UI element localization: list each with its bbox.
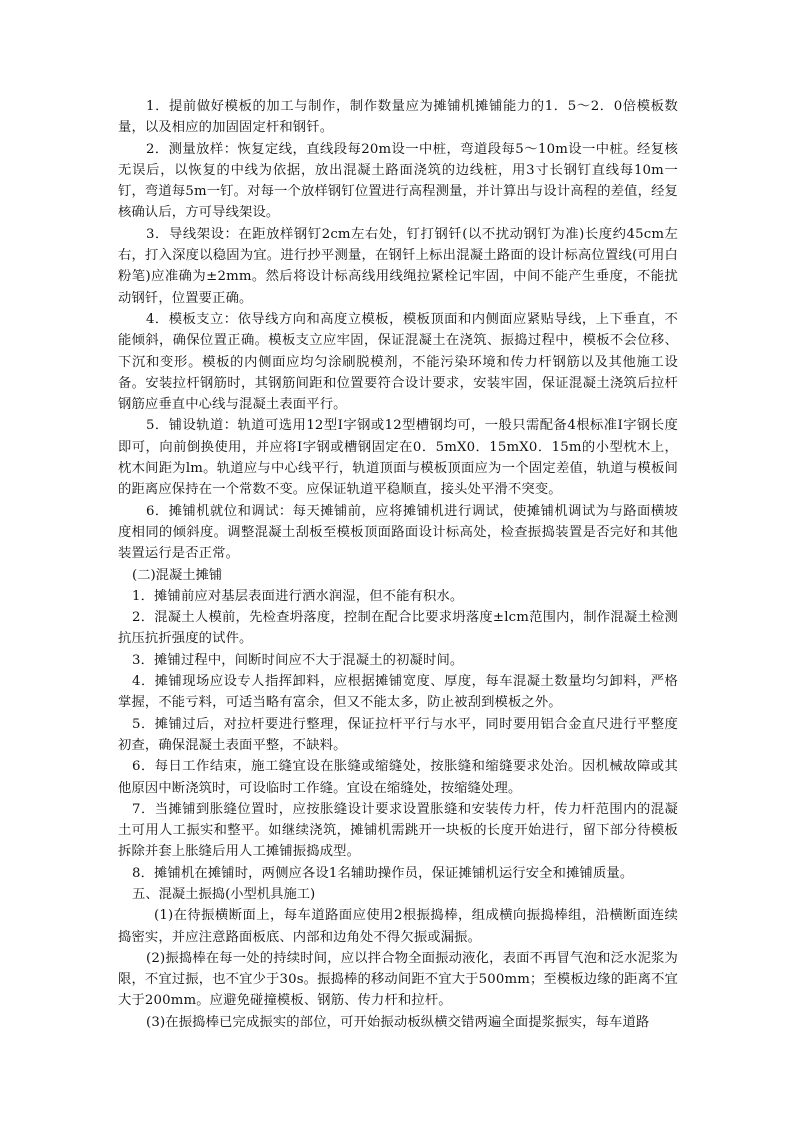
paragraph-paving-item-7: 7．当摊铺到胀缝位置时，应按胀缝设计要求设置胀缝和安装传力杆，传力杆范围内的混凝土可用人工振实和整平。如继续浇筑，摊铺机需跳开一块板的长度开始进行，留下部分待模板拆除并套上胀缝后用人工摊铺振捣成型。 <box>118 801 678 860</box>
paragraph-paver-positioning: 6．摊铺机就位和调试：每天摊铺前，应将摊铺机进行调试，使摊铺机调试为与路面横坡度相同的倾斜度。调整混凝土刮板至模板顶面路面设计标高处，检查振捣装置是否完好和其他装置运行是否正常。 <box>118 503 678 562</box>
document-page <box>118 96 678 1033</box>
paragraph-vibration-item-2: (2)振捣棒在每一处的持续时间，应以拌合物全面振动液化，表面不再冒气泡和泛水泥浆为限，不宜过振，也不宜少于30s。振捣棒的移动间距不宜大于500mm；至模板边缘的距离不宜大于200mm。应避免碰撞模板、钢筋、传力杆和拉杆。 <box>118 950 678 1009</box>
paragraph-paving-item-4: 4．摊铺现场应设专人指挥卸料，应根据摊铺宽度、厚度，每车混凝土数量均匀卸料，严格掌握，不能亏料，可适当略有富余，但又不能太多，防止被刮到模板之外。 <box>118 674 678 711</box>
paragraph-formwork-preparation: 1．提前做好模板的加工与制作，制作数量应为摊铺机摊铺能力的1．5～2．0倍模板数量，以及相应的加固固定杆和钢钎。 <box>118 99 678 136</box>
paragraph-vibration-item-3: (3)在振捣棒已完成振实的部位，可开始振动板纵横交错两遍全面提浆振实，每车道路 <box>146 1014 650 1030</box>
paragraph-formwork-erection: 4．模板支立：依导线方向和高度立模板，模板顶面和内侧面应紧贴导线，上下垂直，不能倾斜，确保位置正确。模板支立应牢固，保证混凝土在浇筑、振捣过程中，模板不会位移、下沉和变形。模板的内侧面应均匀涂刷脱模剂，不能污染环境和传力杆钢筋以及其他施工设备。安装拉杆钢筋时，其钢筋间距和位置要符合设计要求，安装牢固，保证混凝土浇筑后拉杆钢筋应垂直中心线与混凝土表面平行。 <box>118 311 678 413</box>
paragraph-track-laying: 5．铺设轨道：轨道可选用12型Ⅰ字钢或12型槽钢均可，一般只需配备4根标准Ⅰ字钢长度即可，向前倒换使用，并应将Ⅰ字钢或槽钢固定在0．5mX0．15mX0．15m的小型枕木上，枕木间距为lm。轨道应与中心线平行，轨道顶面与模板顶面应为一个固定差值，轨道与模板间的距离应保持在一个常数不变。应保证轨道平稳顺直，接头处平滑不突变。 <box>118 418 678 498</box>
paragraph-paving-item-1: 1．摊铺前应对基层表面进行洒水润湿，但不能有积水。 <box>132 588 464 604</box>
section-heading-vibration: 五、混凝土振捣(小型机具施工) <box>132 886 316 902</box>
paragraph-survey-staking: 2．测量放样：恢复定线，直线段每20m设一中桩，弯道段每5～10m设一中桩。经复核无误后，以恢复的中线为依据，放出混凝土路面浇筑的边线桩，用3寸长钢钉直线每10m一钉，弯道每5m一钉。对每一个放样钢钉位置进行高程测量，并计算出与设计高程的差值，经复核确认后，方可导线架设。 <box>118 141 678 221</box>
paragraph-paving-item-3: 3．摊铺过程中，间断时间应不大于混凝土的初凝时间。 <box>132 652 464 668</box>
paragraph-paving-item-2: 2．混凝土人模前，先检查坍落度，控制在配合比要求坍落度±lcm范围内，制作混凝土检测抗压抗折强度的试件。 <box>118 610 678 647</box>
paragraph-guide-wire-setup: 3．导线架设：在距放样钢钉2cm左右处，钉打钢钎(以不扰动钢钉为准)长度约45cm左右，打入深度以稳固为宜。进行抄平测量，在钢钎上标出混凝土路面的设计标高位置线(可用白粉笔)应准确为±2mm。然后将设计标高线用线绳拉紧栓记牢固，中间不能产生垂度，不能扰动钢钎，位置要正确。 <box>118 226 678 306</box>
paragraph-paving-item-8: 8．摊铺机在摊铺时，两侧应各设1名辅助操作员，保证摊铺机运行安全和摊铺质量。 <box>132 865 634 881</box>
paragraph-paving-item-6: 6．每日工作结束，施工缝宜设在胀缝或缩缝处，按胀缝和缩缝要求处治。因机械故障或其他原因中断浇筑时，可设临时工作缝。宜设在缩缝处，按缩缝处理。 <box>118 759 678 796</box>
paragraph-paving-item-5: 5．摊铺过后，对拉杆要进行整理，保证拉杆平行与水平，同时要用铝合金直尺进行平整度初查，确保混凝土表面平整，不缺料。 <box>118 716 678 753</box>
paragraph-vibration-item-1: (1)在待振横断面上，每车道路面应使用2根振捣棒，组成横向振捣棒组，沿横断面连续捣密实，并应注意路面板底、内部和边角处不得欠振或漏振。 <box>118 908 678 945</box>
section-heading-concrete-paving: (二)混凝土摊铺 <box>132 567 223 583</box>
